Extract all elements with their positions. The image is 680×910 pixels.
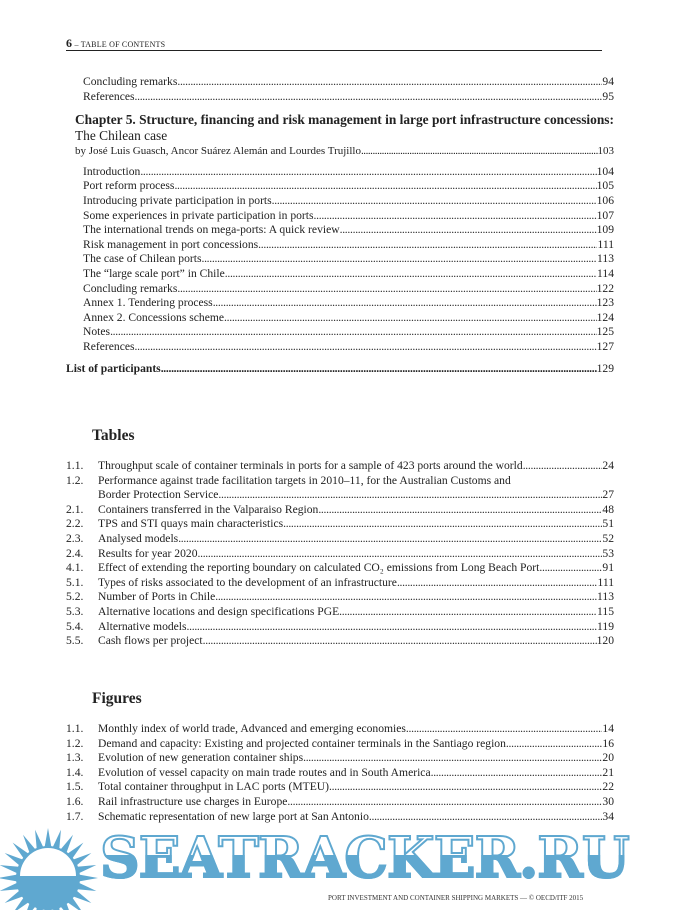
entry-title: Schematic representation of new large port at San Antonio	[98, 809, 369, 823]
tables-entry[interactable]	[66, 532, 614, 547]
figures-list	[66, 722, 614, 824]
entry-title: Introducing private participation in ports	[83, 193, 272, 207]
entry-page: 24	[602, 459, 614, 472]
entry-page: 127	[596, 339, 614, 353]
tables-heading: Tables	[92, 427, 135, 444]
entry-page: 107	[596, 208, 614, 222]
entry-page: 104	[596, 164, 614, 178]
entry-title: Total container throughput in LAC ports (MTEU)	[98, 780, 330, 794]
tables-entry[interactable]	[66, 459, 614, 474]
chapter-subtitle: The Chilean case	[75, 128, 168, 144]
entry-number: 2.4.	[66, 546, 84, 560]
dot-leader	[135, 90, 603, 105]
entry-title: Monthly index of world trade, Advanced and emerging economies	[98, 722, 406, 735]
dot-leader	[523, 459, 603, 474]
dot-leader	[318, 503, 602, 518]
toc-entry[interactable]	[66, 282, 614, 297]
dot-leader	[225, 267, 597, 282]
dot-leader	[314, 209, 597, 224]
entry-title: Rail infrastructure use charges in Europe	[98, 794, 288, 808]
entry-number: 2.2.	[66, 517, 84, 531]
entry-page: 111	[597, 575, 614, 589]
figures-entry[interactable]	[66, 780, 614, 795]
entry-title: Types of risks associated to the development of an infrastructure	[98, 575, 397, 589]
dot-leader	[287, 795, 602, 810]
entry-title: Annex 2. Concessions scheme	[83, 310, 225, 324]
toc-entry-list-of-participants[interactable]	[66, 362, 614, 377]
entry-page: 53	[602, 546, 614, 560]
entry-number: 1.1.	[66, 459, 84, 472]
entry-page: 119	[597, 619, 614, 633]
dot-leader	[329, 780, 602, 795]
entry-title: Cash flows per project	[98, 634, 203, 648]
tables-entry[interactable]	[66, 561, 614, 576]
entry-page: 106	[596, 193, 614, 207]
entry-title: Alternative locations and design specifications PGE	[98, 604, 340, 618]
toc-entry[interactable]	[66, 90, 614, 105]
entry-page: 103	[597, 145, 614, 158]
entry-page: 113	[597, 590, 614, 604]
dot-leader	[198, 547, 603, 562]
entry-title: Evolution of new generation container ships	[98, 751, 304, 765]
toc-entry[interactable]	[66, 325, 614, 340]
page-footer: PORT INVESTMENT AND CONTAINER SHIPPING MARKETS — © OECD/ITF 2015	[328, 894, 584, 902]
entry-title: Results for year 2020	[98, 546, 198, 560]
tables-list	[66, 459, 614, 649]
dot-leader	[340, 223, 597, 238]
figures-entry[interactable]	[66, 737, 614, 752]
entry-title: References	[83, 89, 135, 103]
entry-page: 122	[596, 281, 614, 295]
entry-number: 1.7.	[66, 809, 84, 823]
entry-page: 129	[596, 361, 614, 375]
entry-title: Introduction	[83, 164, 141, 178]
tables-entry[interactable]	[66, 474, 614, 489]
toc-entry[interactable]	[66, 223, 614, 238]
dot-leader	[431, 766, 603, 781]
dot-leader	[339, 605, 597, 620]
entry-number: 4.1.	[66, 561, 84, 575]
page-number: 6	[66, 36, 72, 50]
dot-leader	[218, 488, 602, 503]
entry-number: 5.2.	[66, 590, 84, 604]
entry-page: 120	[596, 634, 614, 648]
tables-entry[interactable]	[66, 620, 614, 635]
toc-entry[interactable]	[66, 340, 614, 355]
entry-number: 5.4.	[66, 619, 84, 633]
chapter-title-bold: Chapter 5. Structure, financing and risk management in large port infrastructure concessions:	[75, 112, 614, 128]
toc-entry[interactable]	[66, 311, 614, 326]
running-header	[66, 36, 165, 51]
toc-entry[interactable]	[66, 267, 614, 282]
entry-number: 1.2.	[66, 736, 84, 750]
entry-page: 125	[596, 325, 614, 339]
entry-number: 1.6.	[66, 794, 84, 808]
dot-leader	[215, 590, 597, 605]
tables-entry[interactable]	[66, 503, 614, 518]
dot-leader	[213, 296, 597, 311]
entry-page: 105	[596, 179, 614, 193]
entry-title: TPS and STI quays main characteristics	[98, 517, 284, 531]
sun-ray	[0, 874, 18, 881]
dot-leader	[258, 238, 597, 253]
toc-entry[interactable]	[66, 179, 614, 194]
figures-entry[interactable]	[66, 751, 614, 766]
entry-title: Risk management in port concessions	[83, 237, 259, 251]
dot-leader	[539, 561, 602, 576]
toc-entry[interactable]	[66, 209, 614, 224]
entry-number: 1.1.	[66, 722, 84, 735]
dot-leader	[135, 340, 597, 355]
entry-page: 21	[602, 765, 614, 779]
entry-page: 27	[602, 488, 614, 502]
entry-number: 5.1.	[66, 575, 84, 589]
entry-title: Demand and capacity: Existing and projected container terminals in the Santiago region	[98, 736, 506, 750]
entry-page: 34	[602, 809, 614, 823]
tables-entry[interactable]	[66, 517, 614, 532]
entry-page: 48	[602, 502, 614, 516]
header-rule	[66, 50, 602, 51]
chapter-authors[interactable]	[66, 144, 614, 159]
entry-title: List of participants	[66, 361, 161, 375]
figures-entry[interactable]	[66, 795, 614, 810]
dot-leader	[203, 634, 597, 649]
dot-leader	[361, 144, 598, 159]
tables-entry[interactable]	[66, 605, 614, 620]
entry-title: Containers transferred in the Valparaiso Region	[98, 502, 319, 516]
entry-title: Alternative models	[98, 619, 187, 633]
entry-title-continued: Border Protection Service	[98, 488, 219, 502]
entry-number: 1.5.	[66, 780, 84, 794]
entry-title: Evolution of vessel capacity on main trade routes and in South America	[98, 765, 431, 779]
entry-page: 51	[602, 517, 614, 531]
dot-leader	[174, 179, 596, 194]
tables-entry[interactable]	[66, 590, 614, 605]
dot-leader	[397, 576, 598, 591]
entry-page: 16	[602, 736, 614, 750]
entry-page: 115	[597, 604, 614, 618]
entry-number: 2.3.	[66, 531, 84, 545]
entry-title: Concluding remarks	[83, 281, 178, 295]
watermark-text: SEATRACKER.RU	[100, 825, 629, 891]
entry-page: 109	[596, 223, 614, 237]
tables-entry-continued[interactable]	[66, 488, 614, 503]
dot-leader	[178, 532, 602, 547]
entry-title: The “large scale port” in Chile	[83, 266, 225, 280]
dot-leader	[177, 75, 602, 90]
entry-page: 52	[602, 531, 614, 545]
entry-number: 5.3.	[66, 604, 84, 618]
entry-page: 91	[602, 561, 614, 575]
entry-title: Effect of extending the reporting boundary on calculated CO₂ emissions from Long Beach Port	[98, 561, 540, 575]
entry-page: 30	[602, 794, 614, 808]
entry-title: The international trends on mega-ports: A quick review	[83, 223, 340, 237]
dot-leader	[406, 722, 602, 737]
toc-entry[interactable]	[66, 238, 614, 253]
sun-ray	[78, 874, 98, 881]
entry-title: Number of Ports in Chile	[98, 590, 216, 604]
entry-title: Concluding remarks	[83, 75, 178, 88]
entry-title: Throughput scale of container terminals in ports for a sample of 423 ports around the world	[98, 459, 523, 472]
toc-entry[interactable]	[66, 252, 614, 267]
entry-number: 5.5.	[66, 634, 84, 648]
entry-page: 113	[597, 252, 614, 266]
dot-leader	[201, 252, 597, 267]
header-title: – TABLE OF CONTENTS	[74, 40, 166, 49]
entry-page: 22	[602, 780, 614, 794]
figures-entry[interactable]	[66, 722, 614, 737]
toc-entry[interactable]	[66, 296, 614, 311]
entry-page: 124	[596, 310, 614, 324]
toc-section	[66, 75, 614, 376]
entry-page: 20	[602, 751, 614, 765]
entry-number: 1.2.	[66, 473, 84, 487]
sun-ray	[44, 828, 51, 848]
dot-leader	[187, 620, 597, 635]
dot-leader	[272, 194, 597, 209]
entry-number: 1.4.	[66, 765, 84, 779]
entry-title: Some experiences in private participation in ports	[83, 208, 314, 222]
chapter-title[interactable]	[66, 112, 614, 144]
entry-page: 114	[597, 266, 614, 280]
toc-entry[interactable]	[66, 194, 614, 209]
dot-leader	[283, 517, 602, 532]
authors: by José Luis Guasch, Ancor Suárez Alemán and Lourdes Trujillo	[75, 145, 361, 158]
entry-title: Notes	[83, 325, 111, 339]
tables-entry[interactable]	[66, 576, 614, 591]
entry-page: 123	[596, 296, 614, 310]
entry-page: 14	[602, 722, 614, 735]
entry-page: 94	[602, 75, 614, 88]
dot-leader	[110, 325, 597, 340]
entry-title: References	[83, 339, 135, 353]
dot-leader	[303, 751, 602, 766]
dot-leader	[177, 282, 596, 297]
dot-leader	[506, 737, 603, 752]
entry-number: 2.1.	[66, 502, 84, 516]
entry-title: Performance against trade facilitation targets in 2010–11, for the Australian Customs and	[98, 473, 511, 487]
entry-title: The case of Chilean ports	[83, 252, 202, 266]
dot-leader	[224, 311, 597, 326]
figures-entry[interactable]	[66, 766, 614, 781]
figures-heading: Figures	[92, 690, 142, 707]
entry-title: Analysed models	[98, 531, 179, 545]
sun-highlight	[20, 848, 76, 876]
dot-leader	[140, 165, 596, 180]
entry-title: Annex 1. Tendering process	[83, 296, 213, 310]
toc-entry[interactable]	[66, 165, 614, 180]
tables-entry[interactable]	[66, 634, 614, 649]
entry-title: Port reform process	[83, 179, 175, 193]
tables-entry[interactable]	[66, 547, 614, 562]
toc-entry[interactable]	[66, 75, 614, 90]
entry-page: 111	[597, 237, 614, 251]
entry-page: 95	[602, 89, 614, 103]
entry-number: 1.3.	[66, 751, 84, 765]
dot-leader	[161, 362, 597, 377]
